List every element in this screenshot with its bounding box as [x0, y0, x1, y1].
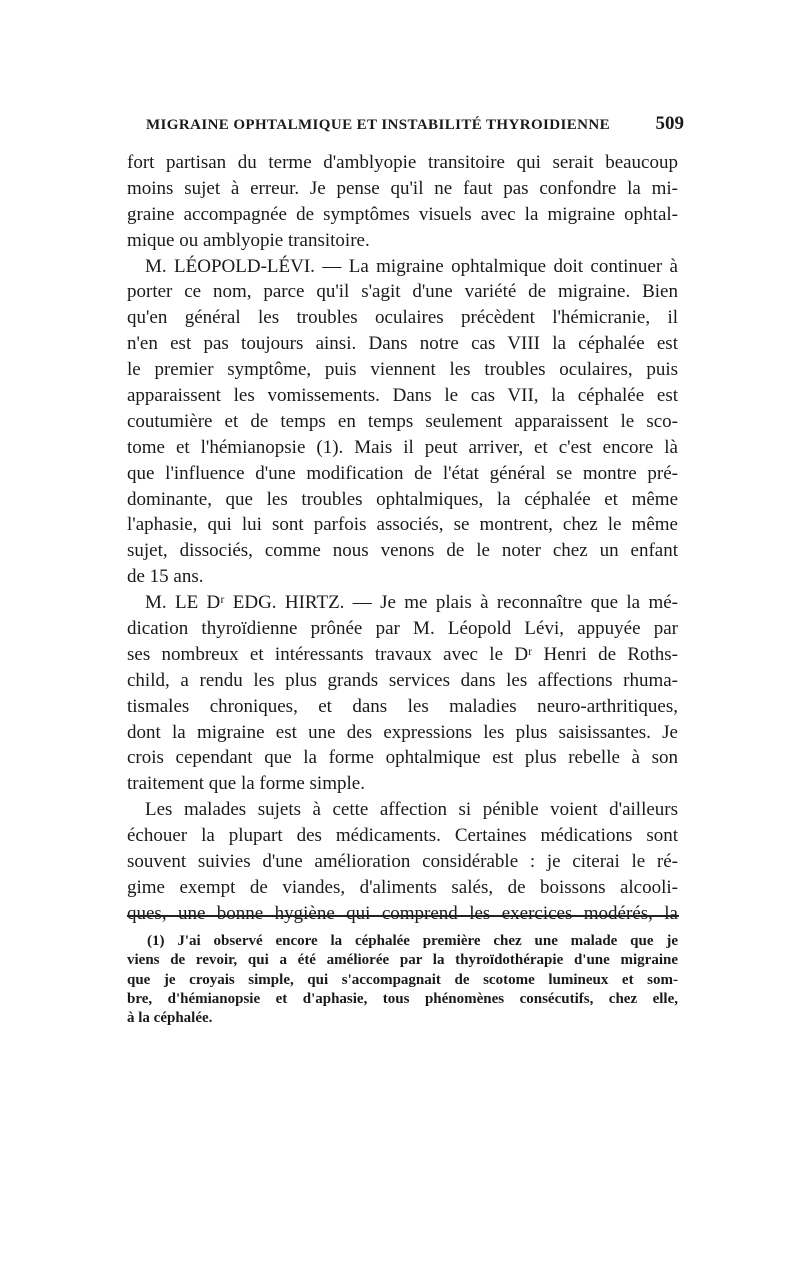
page-number: 509 [655, 113, 684, 134]
footnote-line: viens de revoir, qui a été améliorée par la thyroïdothérapie d'une migraine [127, 952, 678, 969]
text-line: Les malades sujets à cette affection si pénible voient d'ailleurs [145, 799, 678, 821]
text-line: M. LÉOPOLD-LÉVI. — La migraine ophtalmique doit continuer à [145, 255, 678, 277]
text-line: apparaissent les vomissements. Dans le cas VII, la céphalée est [127, 385, 678, 407]
text-line: coutumière et de temps en temps seulement apparaissent le sco- [127, 410, 678, 432]
text-line: que l'influence d'une modification de l'état général se montre pré- [127, 462, 678, 484]
paragraph-1 [127, 150, 678, 254]
text-line: fort partisan du terme d'amblyopie transitoire qui serait beaucoup [127, 152, 678, 173]
text-line: dication thyroïdienne prônée par M. Léopold Lévi, appuyée par [127, 618, 678, 640]
text-line: échouer la plupart des médicaments. Certaines médications sont [127, 825, 678, 847]
text-line: gime exempt de viandes, d'aliments salés, de boissons alcooli- [127, 876, 678, 898]
text-line: crois cependant que la forme ophtalmique est plus rebelle à son [127, 747, 678, 769]
paragraph-4 [127, 797, 678, 926]
text-line: moins sujet à erreur. Je pense qu'il ne faut pas confondre la mi- [127, 177, 678, 199]
footnote [127, 932, 678, 1028]
footnote-line: que je croyais simple, qui s'accompagnait de scotome lumineux et som- [127, 971, 678, 988]
text-line: sujet, dissociés, comme nous venons de le noter chez un enfant [127, 540, 678, 562]
running-head [146, 113, 684, 135]
text-line: le premier symptôme, puis viennent les troubles oculaires, puis [127, 359, 678, 381]
text-line: ques, une bonne hygiène qui comprend les exercices modérés, la [127, 902, 678, 924]
footnote-line: (1) J'ai observé encore la céphalée première chez une malade que je [147, 933, 678, 949]
text-line: de 15 ans. [127, 566, 204, 588]
footnote-line: à la céphalée. [127, 1010, 213, 1027]
body-text [127, 150, 678, 927]
text-line: traitement que la forme simple. [127, 773, 365, 795]
text-line: qu'en général les troubles oculaires précèdent l'hémicranie, il [127, 307, 678, 329]
text-line: child, a rendu les plus grands services dans les affections rhuma- [127, 669, 678, 691]
text-line: souvent suivies d'une amélioration considérable : je citerai le ré- [127, 851, 678, 873]
text-line: graine accompagnée de symptômes visuels avec la migraine ophtal- [127, 203, 678, 225]
paragraph-2 [127, 254, 678, 591]
text-line: ses nombreux et intéressants travaux avec le Dʳ Henri de Roths- [127, 643, 678, 665]
running-title: MIGRAINE OPHTALMIQUE ET INSTABILITÉ THYROIDIENNE [146, 117, 611, 133]
text-line: dont la migraine est une des expressions les plus saisissantes. Je [127, 721, 678, 743]
text-line: porter ce nom, parce qu'il s'agit d'une variété de migraine. Bien [127, 281, 678, 303]
text-line: tismales chroniques, et dans les maladies neuro-arthritiques, [127, 695, 678, 717]
footnote-rule [127, 915, 679, 917]
text-line: M. LE Dʳ EDG. HIRTZ. — Je me plais à reconnaître que la mé- [145, 592, 678, 614]
text-line: mique ou amblyopie transitoire. [127, 229, 370, 251]
text-line: l'aphasie, qui lui sont parfois associés, se montrent, chez le même [127, 514, 678, 536]
footnote-line: bre, d'hémianopsie et d'aphasie, tous phénomènes consécutifs, chez elle, [127, 990, 678, 1007]
text-line: dominante, que les troubles ophtalmiques, la céphalée et même [127, 488, 678, 510]
paragraph-3 [127, 590, 678, 797]
text-line: n'en est pas toujours ainsi. Dans notre cas VIII la céphalée est [127, 333, 678, 355]
text-line: tome et l'hémianopsie (1). Mais il peut arriver, et c'est encore là [127, 436, 678, 458]
